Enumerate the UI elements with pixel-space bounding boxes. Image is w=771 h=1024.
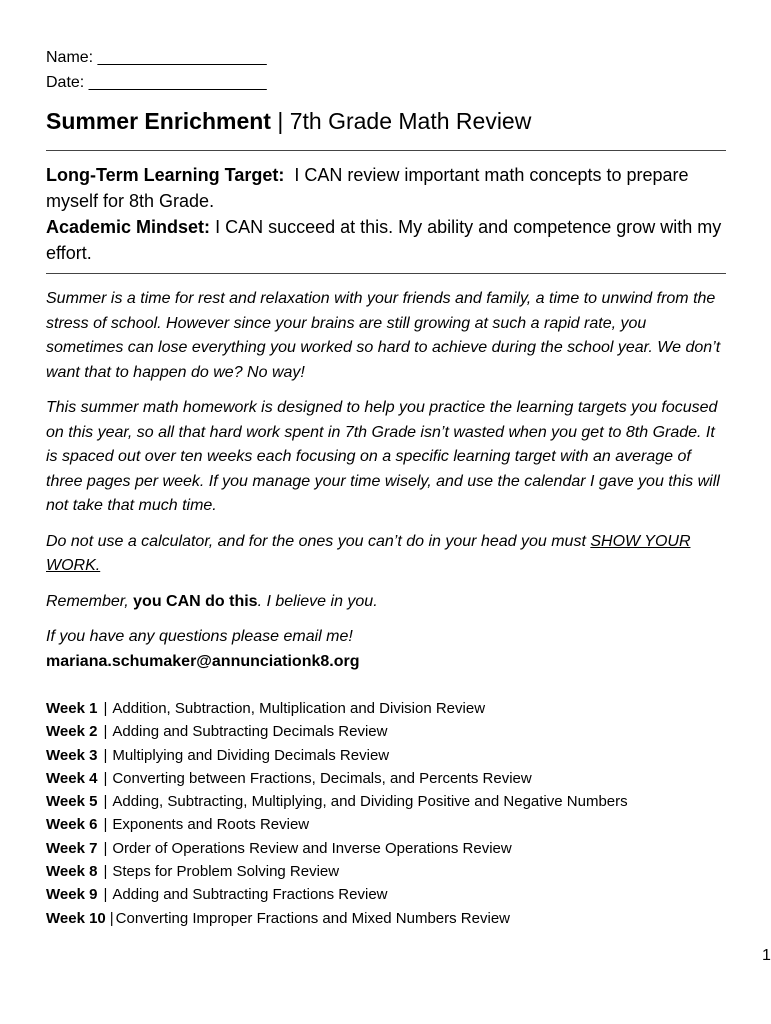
page-title [46,106,531,136]
intro-paragraph-4 [46,590,726,615]
week-separator: | [103,886,108,904]
show-your-work: SHOW YOUR WORK. [46,532,691,574]
week-row [46,907,726,930]
week-label: Week 8 [46,863,98,881]
email-link[interactable]: mariana.schumaker@annunciationk8.org [46,652,360,670]
intro-paragraph-1: Summer is a time for rest and relaxation with your friends and family, a time to unwind from the stress of school. However since your brains are still growing at such a rapid rate, you sometimes can lose everything you worked so hard to achieve during the school year. We don’t want that to happen do we? No way! [46,290,721,381]
week-separator: | [103,816,108,834]
week-label: Week 3 [46,746,98,764]
intro-paragraph-3 [46,530,726,579]
title-rest: 7th Grade Math Review [289,108,532,134]
mindset-text: I CAN succeed at this. My ability and competence grow with my effort. [46,217,722,263]
weeks-list [46,697,726,930]
calculator-note: Do not use a calculator, and for the ones you can’t do in your head you must [46,532,591,550]
week-topic: Steps for Problem Solving Review [112,863,340,881]
week-separator: | [103,793,108,811]
week-row [46,883,726,906]
week-separator: | [103,700,108,717]
mindset-label: Academic Mindset: [46,217,211,237]
week-separator: | [109,909,114,927]
remember-post: . I believe in you. [257,592,378,610]
week-row [46,790,726,813]
week-label: Week 2 [46,723,98,741]
date-label: Date: [46,74,85,91]
intro-paragraph-5 [46,625,726,674]
name-field[interactable] [46,48,267,68]
week-row [46,813,726,836]
week-separator: | [103,746,108,764]
week-topic: Adding and Subtracting Fractions Review [112,886,388,904]
title-bold: Summer Enrichment [46,108,271,134]
page-number: 1 [762,947,771,964]
name-label: Name: [46,49,94,66]
questions-note: If you have any questions please email me! [46,628,353,645]
week-label: Week 1 [46,700,98,717]
divider [46,150,726,151]
week-row [46,720,726,743]
week-separator: | [103,839,108,857]
long-term-label: Long-Term Learning Target: [46,165,285,185]
week-row [46,697,726,720]
week-separator: | [103,723,108,741]
week-row [46,860,726,883]
week-topic: Adding and Subtracting Decimals Review [112,723,388,741]
week-row [46,744,726,767]
date-field[interactable] [46,73,267,93]
week-row [46,767,726,790]
name-blank: ___________________ [97,49,267,66]
week-separator: | [103,863,108,881]
week-row [46,837,726,860]
intro-text [46,287,726,674]
academic-mindset [46,214,726,266]
week-label: Week 5 [46,793,98,811]
week-label: Week 6 [46,816,98,834]
remember-bold: you CAN do this [133,592,258,610]
title-separator: | [270,108,290,134]
week-label: Week 4 [46,769,98,787]
date-blank: ____________________ [88,74,267,91]
week-topic: Multiplying and Dividing Decimals Review [112,746,390,764]
long-term-target [46,162,726,214]
week-label: Week 10 [46,909,106,927]
week-topic: Converting between Fractions, Decimals, and Percents Review [112,769,532,787]
intro-paragraph-2: This summer math homework is designed to help you practice the learning targets you focused on this year, so all that hard work spent in 7th Grade isn’t wasted when you get to 8th Grade. It is spaced out over ten weeks each focusing on a specific learning target with an average of three pages per week. If you manage your time wisely, and use the calendar I gave you this will not take that much time. [46,399,720,514]
week-topic: Addition, Subtraction, Multiplication and Division Review [112,700,486,717]
week-label: Week 7 [46,839,98,857]
week-topic: Exponents and Roots Review [112,816,310,834]
remember-pre: Remember, [46,592,134,610]
week-topic: Order of Operations Review and Inverse Operations Review [112,839,512,857]
week-separator: | [103,769,108,787]
long-term-text: I CAN review important math concepts to prepare myself for 8th Grade. [46,165,689,211]
week-label: Week 9 [46,886,98,904]
learning-targets [46,162,726,266]
week-topic: Adding, Subtracting, Multiplying, and Dividing Positive and Negative Numbers [112,793,628,811]
divider [46,273,726,274]
week-topic: Converting Improper Fractions and Mixed Numbers Review [115,909,510,927]
